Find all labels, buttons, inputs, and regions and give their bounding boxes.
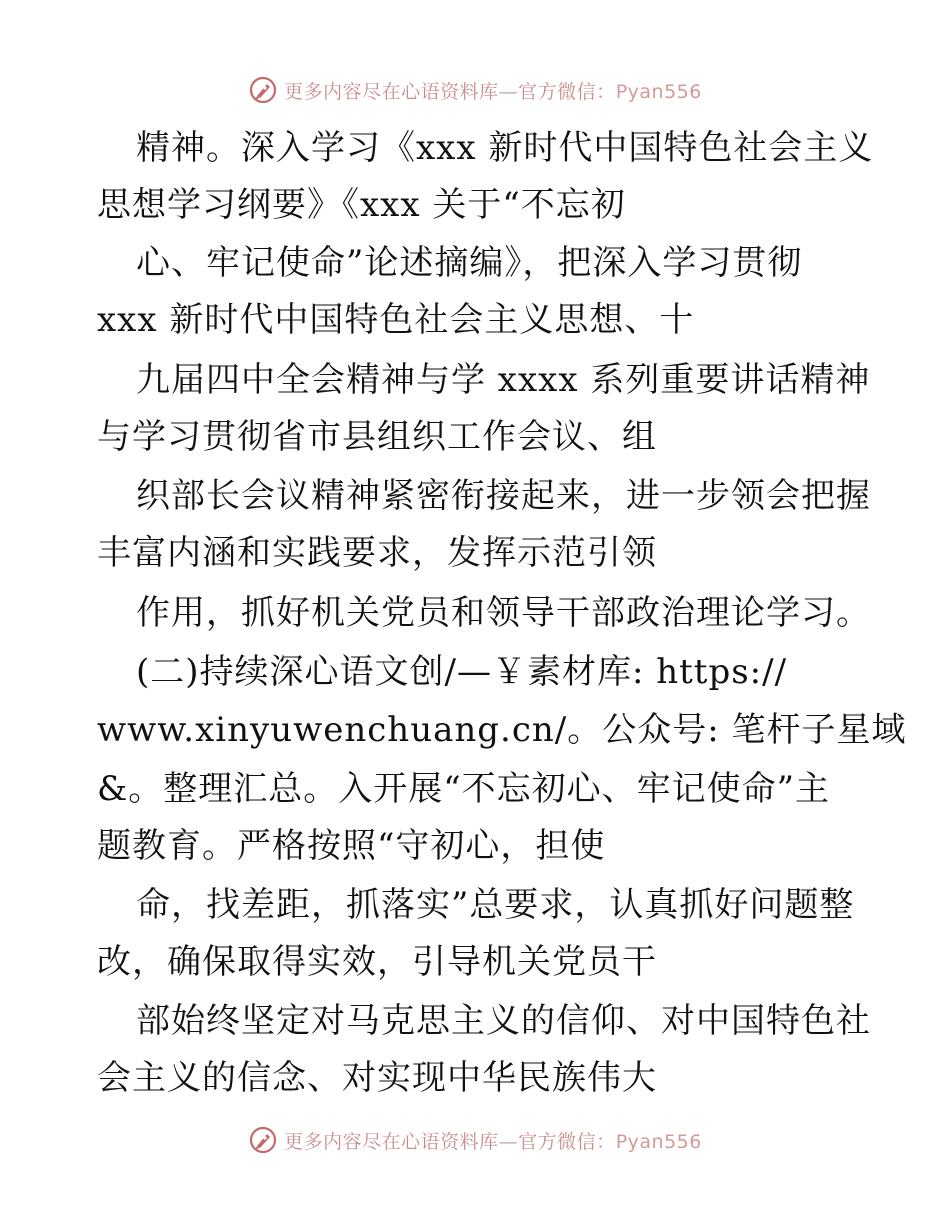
footer-watermark [0,1120,950,1160]
watermark-separator: — [498,80,519,103]
text-line: (二)持续深心语文创/—￥素材库: https:// [136,652,788,692]
text-line: 命，找差距，抓落实”总要求，认真抓好问题整 [136,885,855,925]
watermark-text [284,77,702,104]
text-line: 织部长会议精神紧密衔接起来，进一步领会把握 [136,476,871,516]
watermark-group [248,75,702,105]
pen-nib-circle-icon [248,75,278,105]
watermark-group [248,1125,702,1155]
text-line: 与学习贯彻省市县组织工作会议、组 [97,417,657,457]
watermark-separator: — [498,1130,519,1153]
text-line: 作用，抓好机关党员和领导干部政治理论学习。 [136,593,871,633]
text-line: 思想学习纲要》《xxx 关于“不忘初 [97,185,626,225]
text-line: www.xinyuwenchuang.cn/。公众号: 笔杆子星域 [97,710,907,750]
header-watermark [0,70,950,110]
watermark-contact-id: Pyan556 [615,1130,702,1153]
text-line: 精神。深入学习《xxx 新时代中国特色社会主义 [136,128,874,168]
watermark-brand: 更多内容尽在心语资料库 [284,80,499,103]
text-line: 心、牢记使命”论述摘编》，把深入学习贯彻 [136,243,803,283]
text-line: 部始终坚定对马克思主义的信仰、对中国特色社 [136,1001,871,1041]
text-line: 改，确保取得实效，引导机关党员干 [97,942,657,982]
watermark-contact-label: 官方微信： [518,80,616,103]
watermark-contact-label: 官方微信： [518,1130,616,1153]
text-line: 会主义的信念、对实现中华民族伟大 [97,1058,657,1098]
text-line: 题教育。严格按照“守初心，担使 [97,826,606,866]
pen-nib-circle-icon [248,1125,278,1155]
text-line: &。整理汇总。入开展“不忘初心、牢记使命”主 [97,769,831,809]
text-line: 九届四中全会精神与学 xxxx 系列重要讲话精神 [136,360,871,400]
watermark-brand: 更多内容尽在心语资料库 [284,1130,499,1153]
watermark-text [284,1127,702,1154]
watermark-contact-id: Pyan556 [615,80,702,103]
text-line: xxx 新时代中国特色社会主义思想、十 [97,300,695,340]
text-line: 丰富内涵和实践要求，发挥示范引领 [97,533,657,573]
